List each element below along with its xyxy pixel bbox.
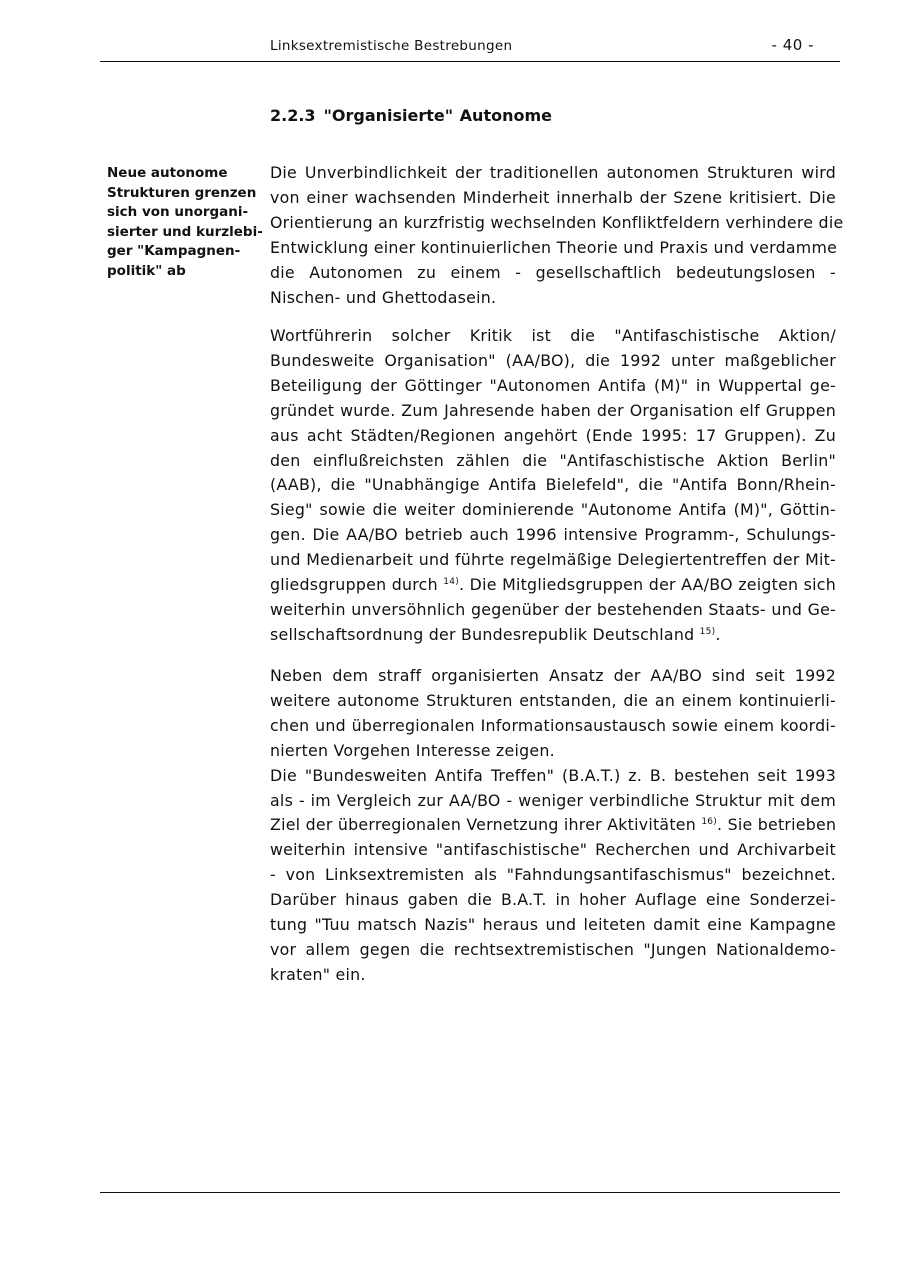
section-title: "Organisierte" Autonome (323, 106, 552, 125)
text-line: Bundesweite Organisation" (AA/BO), die 1992 unter maßgeblicher (270, 350, 836, 370)
text-line: Beteiligung der Göttinger "Autonomen Antifa (M)" in Wuppertal ge- (270, 375, 836, 395)
text-line: tung "Tuu matsch Nazis" heraus und leiteten damit eine Kampagne (270, 915, 836, 935)
page-number: - 40 - (771, 36, 814, 54)
text-segment: . Die Mitgliedsgruppen der AA/BO zeigten sich (459, 575, 837, 595)
text-line: den einflußreichsten zählen die "Antifaschistische Aktion Berlin" (270, 450, 836, 470)
text-line: Die Unverbindlichkeit der traditionellen autonomen Strukturen wird (270, 163, 836, 182)
running-header-title: Linksextremistische Bestrebungen (270, 38, 513, 54)
text-line: die Autonomen zu einem - gesellschaftlich bedeutungslosen - (270, 262, 836, 282)
margin-note-line: politik" ab (107, 262, 186, 279)
margin-note-line: Strukturen grenzen (107, 184, 257, 201)
text-line: Nischen- und Ghettodasein. (270, 287, 497, 307)
text-line: Entwicklung einer kontinuierlichen Theorie und Praxis und verdamme (270, 237, 838, 257)
text-line: weiterhin intensive "antifaschistische" Recherchen und Archivarbeit (270, 840, 836, 860)
section-number: 2.2.3 (270, 106, 316, 125)
text-segment: gliedsgruppen durch (270, 575, 438, 595)
text-line: gründet wurde. Zum Jahresende haben der Organisation elf Gruppen (270, 400, 836, 420)
text-line: Orientierung an kurzfristig wechselnden Konfliktfeldern verhindere die (270, 212, 844, 232)
text-segment: . (715, 624, 721, 644)
text-line: von einer wachsenden Minderheit innerhalb der Szene kritisiert. Die (270, 187, 836, 207)
text-line: weiterhin unversöhnlich gegenüber der bestehenden Staats- und Ge- (270, 599, 836, 619)
paragraph-1 (270, 161, 844, 310)
text-line: Darüber hinaus gaben die B.A.T. in hoher Auflage eine Sonderzei- (270, 890, 836, 910)
text-segment: . Sie betrieben (717, 815, 837, 835)
footnote-ref: 15) (699, 626, 716, 637)
text-line: Sieg" sowie die weiter dominierende "Autonome Antifa (M)", Göttin- (270, 500, 836, 520)
text-line: nierten Vorgehen Interesse zeigen. (270, 740, 555, 760)
text-line: Die "Bundesweiten Antifa Treffen" (B.A.T.) z. B. bestehen seit 1993 (270, 765, 836, 785)
text-line: Wortführerin solcher Kritik ist die "Antifaschistische Aktion/ (270, 326, 836, 345)
text-line: als - im Vergleich zur AA/BO - weniger verbindliche Struktur mit dem (270, 790, 836, 810)
text-line: kraten" ein. (270, 964, 366, 984)
text-line: und Medienarbeit und führte regelmäßige Delegiertentreffen der Mit- (270, 550, 836, 570)
header-rule (100, 61, 840, 62)
footnote-ref: 16) (701, 817, 718, 828)
footer-rule (100, 1192, 840, 1193)
margin-note-line: Neue autonome (107, 165, 228, 181)
margin-note-line: ger "Kampagnen- (107, 243, 241, 259)
footnote-ref: 14) (443, 577, 460, 588)
margin-note-line: sich von unorgani- (107, 204, 249, 220)
paragraph-2 (270, 324, 836, 648)
paragraph-3 (270, 664, 836, 988)
text-line: (AAB), die "Unabhängige Antifa Bielefeld", die "Antifa Bonn/Rhein- (270, 475, 836, 495)
text-segment: Ziel der überregionalen Vernetzung ihrer Aktivitäten (270, 815, 697, 835)
text-line: Neben dem straff organisierten Ansatz der AA/BO sind seit 1992 (270, 666, 836, 685)
section-heading (270, 106, 552, 125)
text-line: aus acht Städten/Regionen angehört (Ende 1995: 17 Gruppen). Zu (270, 425, 836, 445)
text-line: vor allem gegen die rechtsextremistischen "Jungen Nationaldemo- (270, 939, 836, 959)
text-line: - von Linksextremisten als "Fahndungsantifaschismus" bezeichnet. (270, 865, 836, 885)
margin-note (107, 164, 263, 281)
text-line (270, 813, 836, 838)
text-line: weitere autonome Strukturen entstanden, die an einem kontinuierli- (270, 690, 836, 710)
margin-note-line: sierter und kurzlebi- (107, 223, 263, 240)
text-segment: sellschaftsordnung der Bundesrepublik Deutschland (270, 624, 695, 644)
text-line (270, 623, 836, 648)
text-line: chen und überregionalen Informationsaustausch sowie einem koordi- (270, 715, 836, 735)
text-line (270, 573, 836, 598)
text-line: gen. Die AA/BO betrieb auch 1996 intensive Programm-, Schulungs- (270, 525, 836, 545)
